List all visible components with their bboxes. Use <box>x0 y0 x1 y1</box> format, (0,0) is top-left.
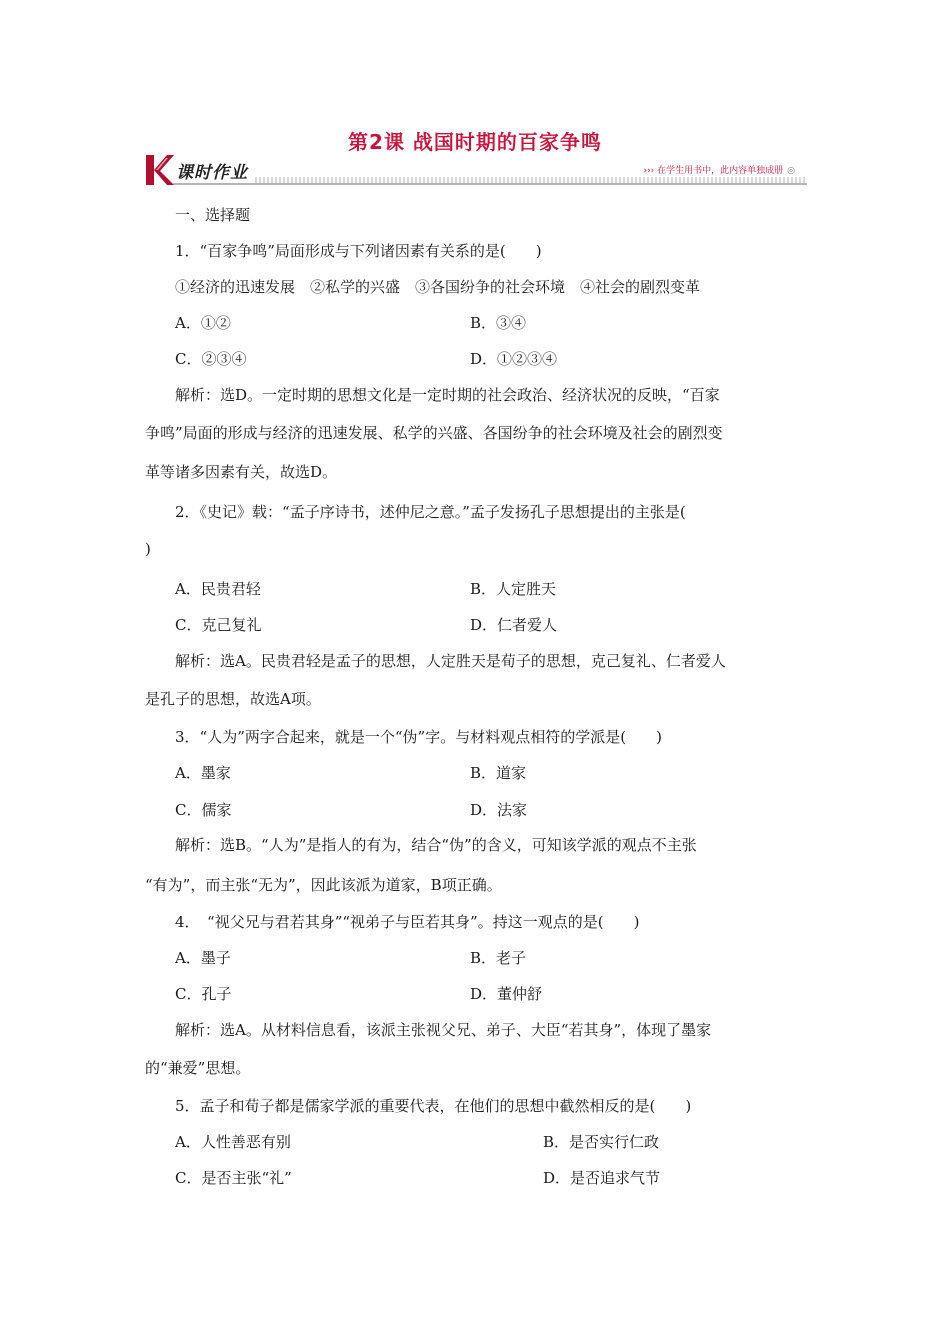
question-5-option-a: A．人性善恶有别 <box>175 1133 291 1151</box>
banner-note: ››› 在学生用书中，此内容单独成册 ◎ <box>643 166 795 176</box>
question-3-option-d: D．法家 <box>470 801 528 819</box>
question-2-stem: 2．《史记》载：“孟子序诗书，述仲尼之意。”孟子发扬孔子思想提出的主张是( <box>175 503 686 521</box>
question-3-stem: 3．“人为”两字合起来，就是一个“伪”字。与材料观点相符的学派是( ) <box>175 728 662 746</box>
question-1-option-b: B．③④ <box>470 314 527 332</box>
question-1-analysis-line-1: 解析：选D。一定时期的思想文化是一定时期的社会政治、经济状况的反映，“百家 <box>175 386 720 404</box>
banner-divider <box>173 183 807 185</box>
lesson-title: 第2课 战国时期的百家争鸣 <box>348 130 602 154</box>
question-3-option-c: C．儒家 <box>175 801 232 819</box>
question-5-option-d: D．是否追求气节 <box>543 1169 661 1187</box>
question-1-factors: ①经济的迅速发展 ②私学的兴盛 ③各国纷争的社会环境 ④社会的剧烈变革 <box>175 278 701 296</box>
question-2-option-d: D．仁者爱人 <box>470 616 558 634</box>
question-1-option-a: A．①② <box>175 314 231 332</box>
question-1-analysis-line-3: 革等诸多因素有关，故选D。 <box>145 463 338 481</box>
question-1-option-d: D．①②③④ <box>470 350 558 368</box>
question-2-analysis-line-2: 是孔子的思想，故选A项。 <box>145 690 321 708</box>
question-2-stem-continued: ) <box>145 540 151 558</box>
question-3-analysis-line-1: 解析：选B。“人为”是指人的有为，结合“伪”的含义，可知该学派的观点不主张 <box>175 836 697 854</box>
question-5-option-b: B．是否实行仁政 <box>543 1133 660 1151</box>
question-4-option-a: A．墨子 <box>175 949 231 967</box>
k-logo-icon <box>145 152 175 188</box>
question-4-analysis-line-1: 解析：选A。从材料信息看，该派主张视父兄、弟子、大臣“若其身”，体现了墨家 <box>175 1021 712 1039</box>
question-1-stem: 1．“百家争鸣”局面形成与下列诸因素有关系的是( ) <box>175 242 542 260</box>
question-2-option-a: A．民贵君轻 <box>175 580 261 598</box>
question-2-analysis-line-1: 解析：选A。民贵君轻是孟子的思想，人定胜天是荀子的思想，克己复礼、仁者爱人 <box>175 652 726 670</box>
question-2-option-c: C．克己复礼 <box>175 616 262 634</box>
question-4-option-d: D．董仲舒 <box>470 985 543 1003</box>
question-5-stem: 5．孟子和荀子都是儒家学派的重要代表，在他们的思想中截然相反的是( ) <box>175 1097 692 1115</box>
question-3-analysis-line-2: “有为”，而主张“无为”，因此该派为道家，B项正确。 <box>145 876 502 894</box>
question-4-option-b: B．老子 <box>470 949 527 967</box>
question-1-analysis-line-2: 争鸣”局面的形成与经济的迅速发展、私学的兴盛、各国纷争的社会环境及社会的剧烈变 <box>145 424 723 442</box>
question-1-option-c: C．②③④ <box>175 350 247 368</box>
section-heading: 一、选择题 <box>175 206 251 224</box>
question-4-analysis-line-2: 的“兼爱”思想。 <box>145 1059 251 1077</box>
question-4-option-c: C．孔子 <box>175 985 232 1003</box>
question-2-option-b: B．人定胜天 <box>470 580 557 598</box>
question-3-option-a: A．墨家 <box>175 764 231 782</box>
question-5-option-c: C．是否主张“礼” <box>175 1169 292 1187</box>
question-4-stem: 4． “视父兄与君若其身”“视弟子与臣若其身”。持这一观点的是( ) <box>175 913 640 931</box>
homework-banner <box>145 150 807 192</box>
question-3-option-b: B．道家 <box>470 764 527 782</box>
banner-label: 课时作业 <box>176 163 248 183</box>
